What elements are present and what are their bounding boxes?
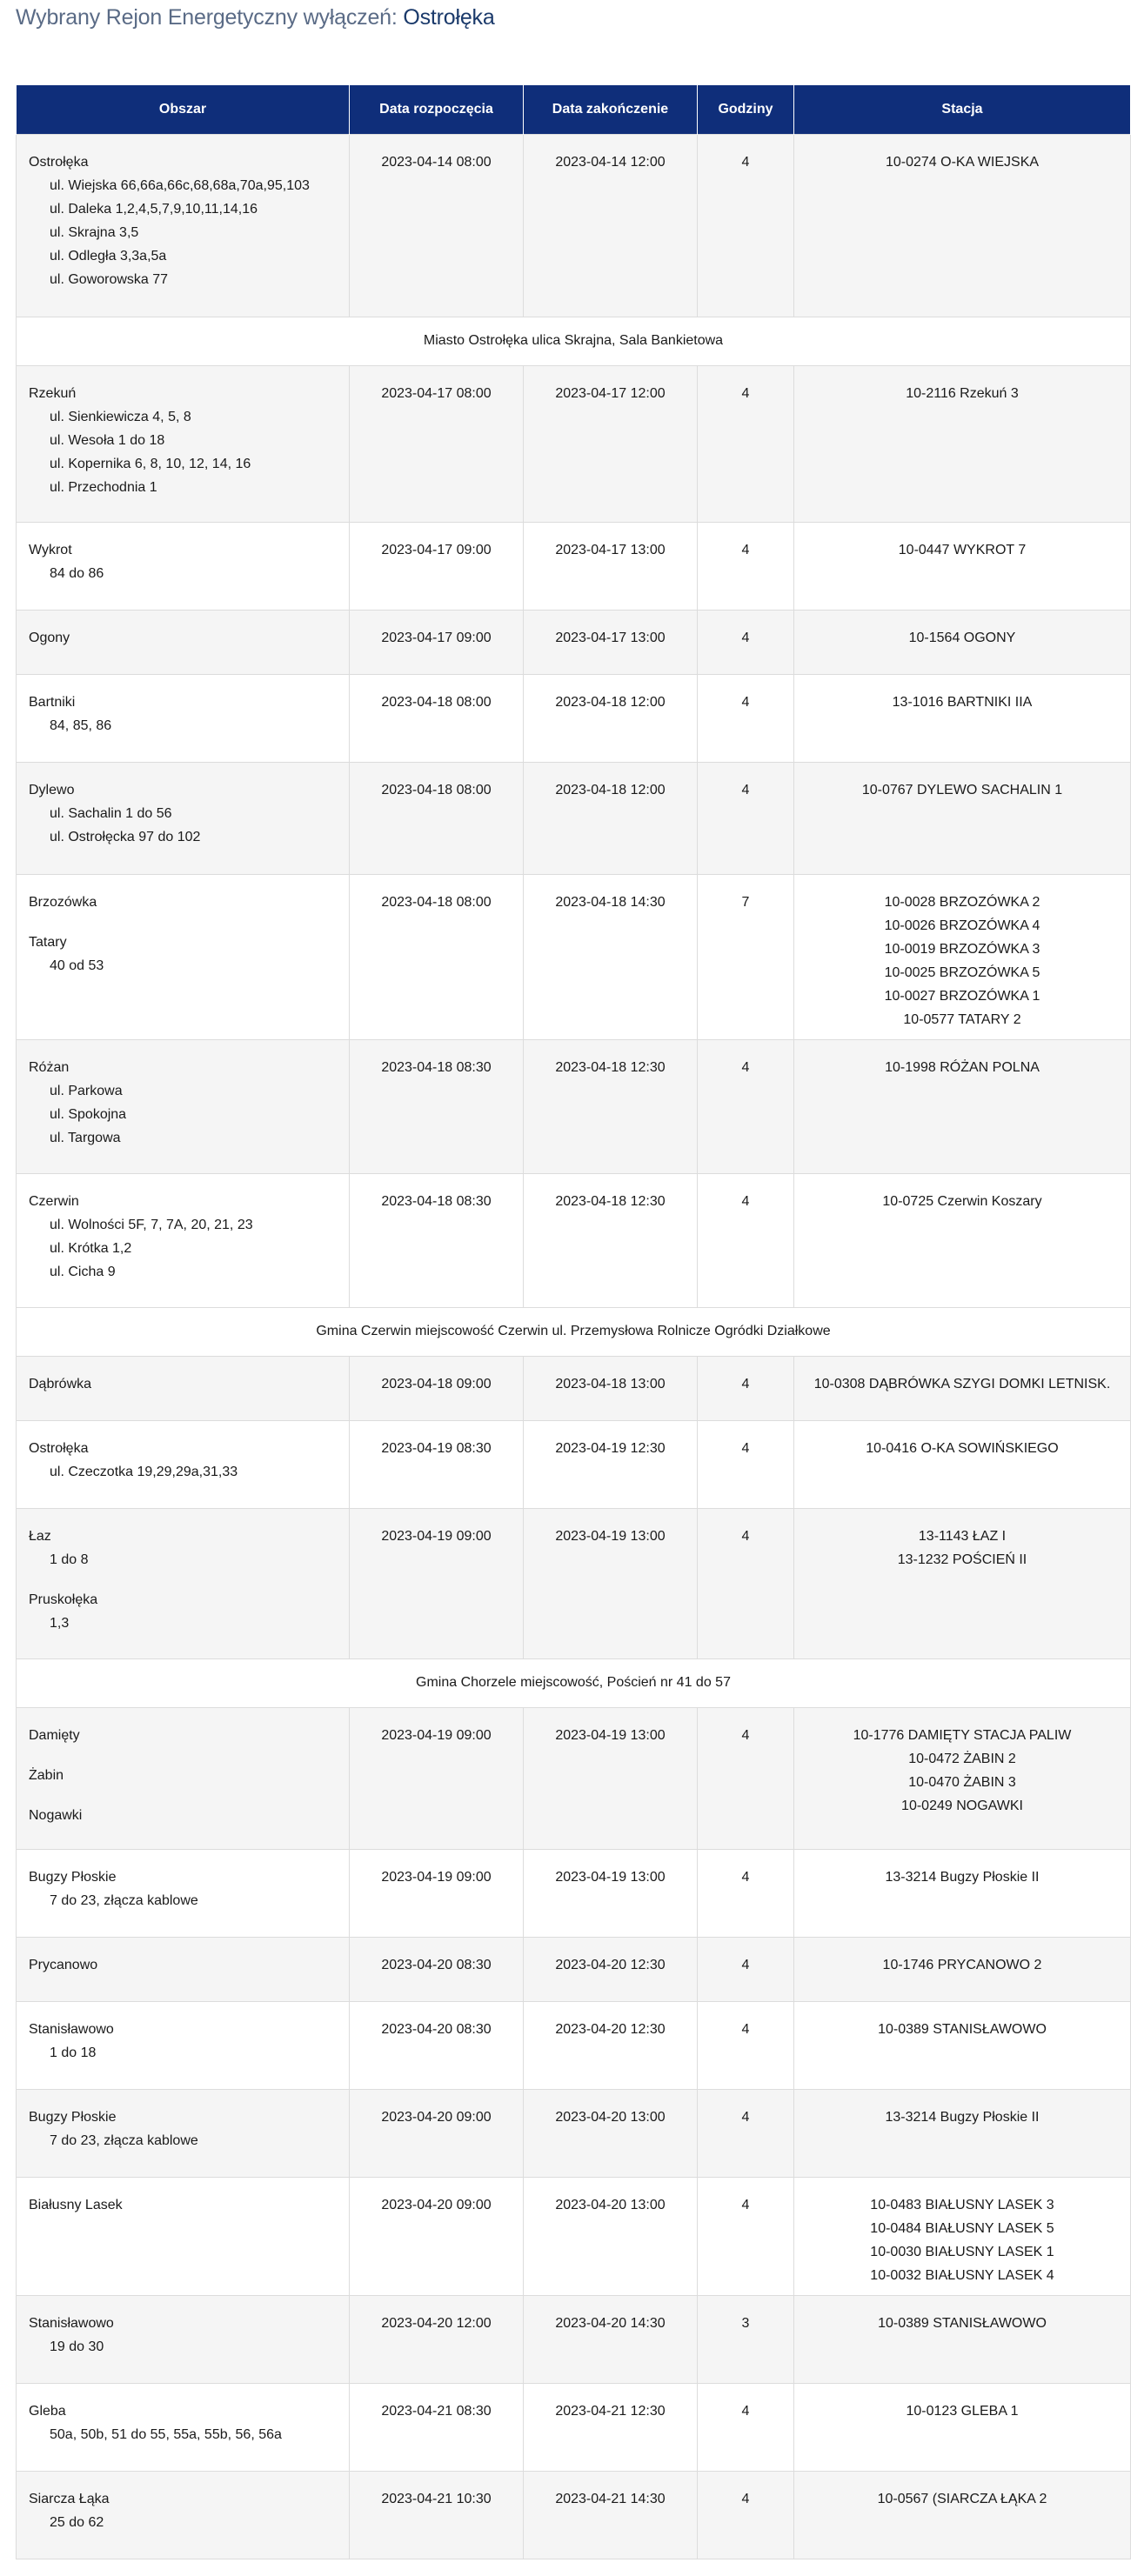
- area-street: ul. Skrajna 3,5: [50, 224, 139, 240]
- area-gap: [29, 1787, 349, 1804]
- end-date-cell: 2023-04-19 13:00: [524, 1849, 698, 1937]
- end-date-cell: 2023-04-20 13:00: [524, 2177, 698, 2295]
- area-cell: [17, 522, 350, 610]
- area-street: ul. Krótka 1,2: [50, 1240, 132, 1256]
- area-name: Rzekuń: [29, 385, 77, 401]
- station-name: 10-0416 O-KA SOWIŃSKIEGO: [866, 1440, 1059, 1456]
- note-row: [17, 1307, 1131, 1356]
- table-row: [17, 134, 1131, 317]
- area-cell: [17, 2089, 350, 2177]
- start-date-cell: 2023-04-18 08:30: [350, 1173, 524, 1307]
- station-name: 10-0025 BRZOZÓWKA 5: [884, 964, 1040, 980]
- table-row: [17, 2177, 1131, 2295]
- hours-cell: 4: [698, 1173, 794, 1307]
- hours-cell: 4: [698, 762, 794, 874]
- station-name: 10-0447 WYKROT 7: [898, 542, 1027, 557]
- table-row: [17, 1039, 1131, 1173]
- station-name: 10-0470 ŻABIN 3: [908, 1774, 1016, 1790]
- station-name: 10-0030 BIAŁUSNY LASEK 1: [870, 2244, 1054, 2259]
- area-street: ul. Sachalin 1 do 56: [50, 805, 172, 821]
- area-name: Różan: [29, 1059, 70, 1075]
- station-cell: [794, 2089, 1131, 2177]
- start-date-cell: 2023-04-18 08:30: [350, 1039, 524, 1173]
- end-date-cell: 2023-04-20 12:30: [524, 1937, 698, 2001]
- area-cell: [17, 1707, 350, 1849]
- area-name: Bugzy Płoskie: [29, 2109, 117, 2125]
- station-cell: [794, 2471, 1131, 2559]
- station-name: 10-0308 DĄBRÓWKA SZYGI DOMKI LETNISK.: [813, 1376, 1111, 1391]
- start-date-cell: 2023-04-19 08:30: [350, 1420, 524, 1508]
- station-cell: [794, 1508, 1131, 1658]
- area-cell: [17, 2001, 350, 2089]
- station-name: 10-0026 BRZOZÓWKA 4: [884, 918, 1040, 933]
- area-name: Łaz: [29, 1528, 51, 1544]
- area-name: Dąbrówka: [29, 1376, 92, 1391]
- column-header-end-date: Data zakończenie: [524, 85, 698, 134]
- area-gap: [29, 1572, 349, 1588]
- station-name: 10-0483 BIAŁUSNY LASEK 3: [870, 2197, 1054, 2212]
- station-name: 10-0389 STANISŁAWOWO: [878, 2315, 1047, 2331]
- hours-cell: 4: [698, 2001, 794, 2089]
- area-name: Gleba: [29, 2403, 66, 2419]
- station-name: 13-1143 ŁAZ I: [918, 1528, 1007, 1544]
- table-row: [17, 1937, 1131, 2001]
- hours-cell: 4: [698, 365, 794, 522]
- station-name: 13-3214 Bugzy Płoskie II: [885, 1869, 1040, 1885]
- hours-cell: 4: [698, 610, 794, 674]
- end-date-cell: 2023-04-18 12:00: [524, 762, 698, 874]
- end-date-cell: 2023-04-21 12:30: [524, 2383, 698, 2471]
- station-cell: [794, 365, 1131, 522]
- area-street: 7 do 23, złącza kablowe: [50, 2132, 198, 2148]
- area-name: Żabin: [29, 1767, 64, 1783]
- end-date-cell: 2023-04-19 12:30: [524, 1420, 698, 1508]
- station-cell: [794, 1039, 1131, 1173]
- area-street: 50a, 50b, 51 do 55, 55a, 55b, 56, 56a: [50, 2426, 282, 2442]
- area-name: Wykrot: [29, 542, 72, 557]
- area-street: ul. Sienkiewicza 4, 5, 8: [50, 409, 191, 424]
- end-date-cell: 2023-04-14 12:00: [524, 134, 698, 317]
- area-street: ul. Wiejska 66,66a,66c,68,68a,70a,95,103: [50, 177, 310, 193]
- end-date-cell: 2023-04-18 12:30: [524, 1039, 698, 1173]
- hours-cell: 4: [698, 134, 794, 317]
- end-date-cell: 2023-04-21 14:30: [524, 2471, 698, 2559]
- hours-cell: 4: [698, 522, 794, 610]
- station-cell: [794, 1420, 1131, 1508]
- station-name: 10-0249 NOGAWKI: [901, 1798, 1023, 1813]
- note-cell: Gmina Czerwin miejscowość Czerwin ul. Przemysłowa Rolnicze Ogródki Działkowe: [17, 1307, 1131, 1356]
- table-row: [17, 365, 1131, 522]
- table-row: [17, 1420, 1131, 1508]
- table-row: [17, 2089, 1131, 2177]
- station-name: 10-0577 TATARY 2: [903, 1011, 1021, 1027]
- station-name: 13-1232 POŚCIEŃ II: [897, 1552, 1027, 1567]
- area-name: Ostrołęka: [29, 1440, 89, 1456]
- area-name: Dylewo: [29, 782, 75, 797]
- area-name: Ostrołęka: [29, 154, 89, 170]
- hours-cell: 4: [698, 2089, 794, 2177]
- station-name: 10-2116 Rzekuń 3: [906, 385, 1019, 401]
- station-name: 10-0484 BIAŁUSNY LASEK 5: [870, 2220, 1054, 2236]
- area-street: 25 do 62: [50, 2514, 104, 2530]
- area-gap: [29, 1747, 349, 1764]
- area-street: 40 od 53: [50, 958, 104, 973]
- hours-cell: 4: [698, 1849, 794, 1937]
- station-name: 10-0027 BRZOZÓWKA 1: [884, 988, 1040, 1004]
- station-cell: [794, 1849, 1131, 1937]
- hours-cell: 4: [698, 1356, 794, 1420]
- table-row: [17, 2383, 1131, 2471]
- station-cell: [794, 522, 1131, 610]
- table-row: [17, 1849, 1131, 1937]
- end-date-cell: 2023-04-17 13:00: [524, 522, 698, 610]
- area-name: Damięty: [29, 1727, 80, 1743]
- area-street: ul. Parkowa: [50, 1083, 123, 1098]
- station-cell: [794, 1707, 1131, 1849]
- end-date-cell: 2023-04-17 13:00: [524, 610, 698, 674]
- area-cell: [17, 762, 350, 874]
- hours-cell: 4: [698, 1937, 794, 2001]
- area-cell: [17, 1039, 350, 1173]
- area-street: ul. Przechodnia 1: [50, 479, 157, 495]
- table-row: [17, 2295, 1131, 2383]
- station-cell: [794, 2177, 1131, 2295]
- area-name: Brzozówka: [29, 894, 97, 910]
- station-cell: [794, 762, 1131, 874]
- area-name: Czerwin: [29, 1193, 79, 1209]
- header-row: [17, 85, 1131, 134]
- start-date-cell: 2023-04-17 09:00: [350, 522, 524, 610]
- area-cell: [17, 2177, 350, 2295]
- station-name: 13-1016 BARTNIKI IIA: [892, 694, 1033, 710]
- table-row: [17, 2471, 1131, 2559]
- station-name: 10-0472 ŻABIN 2: [908, 1751, 1016, 1766]
- hours-cell: 4: [698, 1039, 794, 1173]
- end-date-cell: 2023-04-19 13:00: [524, 1508, 698, 1658]
- station-cell: [794, 134, 1131, 317]
- start-date-cell: 2023-04-18 09:00: [350, 1356, 524, 1420]
- table-header: [17, 85, 1131, 134]
- area-street: ul. Ostrołęcka 97 do 102: [50, 829, 201, 844]
- note-row: [17, 317, 1131, 365]
- area-name: Siarcza Łąka: [29, 2491, 110, 2506]
- station-name: 10-0274 O-KA WIEJSKA: [885, 154, 1040, 170]
- area-cell: [17, 874, 350, 1039]
- area-street: ul. Odległa 3,3a,5a: [50, 248, 167, 264]
- area-name: Stanisławowo: [29, 2021, 114, 2037]
- start-date-cell: 2023-04-17 08:00: [350, 365, 524, 522]
- station-name: 10-0019 BRZOZÓWKA 3: [884, 941, 1040, 957]
- station-cell: [794, 610, 1131, 674]
- area-cell: [17, 674, 350, 762]
- station-cell: [794, 874, 1131, 1039]
- start-date-cell: 2023-04-19 09:00: [350, 1849, 524, 1937]
- area-street: 19 do 30: [50, 2339, 104, 2354]
- column-header-area: Obszar: [17, 85, 350, 134]
- end-date-cell: 2023-04-18 13:00: [524, 1356, 698, 1420]
- end-date-cell: 2023-04-20 13:00: [524, 2089, 698, 2177]
- end-date-cell: 2023-04-20 12:30: [524, 2001, 698, 2089]
- column-header-start-date: Data rozpoczęcia: [350, 85, 524, 134]
- hours-cell: 4: [698, 2471, 794, 2559]
- area-name: Stanisławowo: [29, 2315, 114, 2331]
- station-cell: [794, 2001, 1131, 2089]
- area-street: 1 do 18: [50, 2045, 97, 2060]
- note-cell: Gmina Chorzele miejscowość, Poścień nr 41 do 57: [17, 1658, 1131, 1707]
- hours-cell: 3: [698, 2295, 794, 2383]
- area-street: ul. Wesoła 1 do 18: [50, 432, 165, 448]
- table-body: [17, 134, 1131, 2559]
- table-row: [17, 762, 1131, 874]
- station-cell: [794, 2383, 1131, 2471]
- table-row: [17, 874, 1131, 1039]
- area-name: Nogawki: [29, 1807, 83, 1823]
- area-cell: [17, 2383, 350, 2471]
- outage-table: [16, 85, 1131, 2559]
- hours-cell: 4: [698, 2177, 794, 2295]
- area-cell: [17, 1508, 350, 1658]
- outage-table-container: [16, 85, 1130, 2559]
- area-cell: [17, 1937, 350, 2001]
- column-header-station: Stacja: [794, 85, 1131, 134]
- station-name: 10-0123 GLEBA 1: [906, 2403, 1019, 2419]
- area-cell: [17, 365, 350, 522]
- station-cell: [794, 1173, 1131, 1307]
- station-name: 10-0028 BRZOZÓWKA 2: [884, 894, 1040, 910]
- table-row: [17, 2001, 1131, 2089]
- page-title: [16, 5, 495, 30]
- area-street: ul. Spokojna: [50, 1106, 127, 1122]
- end-date-cell: 2023-04-19 13:00: [524, 1707, 698, 1849]
- hours-cell: 4: [698, 1707, 794, 1849]
- area-street: ul. Targowa: [50, 1130, 121, 1145]
- area-name: Bartniki: [29, 694, 76, 710]
- start-date-cell: 2023-04-18 08:00: [350, 762, 524, 874]
- start-date-cell: 2023-04-20 09:00: [350, 2177, 524, 2295]
- start-date-cell: 2023-04-19 09:00: [350, 1707, 524, 1849]
- area-street: ul. Daleka 1,2,4,5,7,9,10,11,14,16: [50, 201, 258, 217]
- end-date-cell: 2023-04-18 12:00: [524, 674, 698, 762]
- area-street: 84, 85, 86: [50, 717, 112, 733]
- table-row: [17, 1508, 1131, 1658]
- area-street: 84 do 86: [50, 565, 104, 581]
- note-cell: Miasto Ostrołęka ulica Skrajna, Sala Bankietowa: [17, 317, 1131, 365]
- area-cell: [17, 134, 350, 317]
- start-date-cell: 2023-04-18 08:00: [350, 674, 524, 762]
- end-date-cell: 2023-04-18 14:30: [524, 874, 698, 1039]
- area-name: Prycanowo: [29, 1957, 98, 1972]
- station-cell: [794, 1937, 1131, 2001]
- area-street: 1 do 8: [50, 1552, 89, 1567]
- station-name: 10-0032 BIAŁUSNY LASEK 4: [870, 2267, 1054, 2283]
- area-cell: [17, 1356, 350, 1420]
- table-row: [17, 610, 1131, 674]
- area-street: 7 do 23, złącza kablowe: [50, 1892, 198, 1908]
- area-cell: [17, 1420, 350, 1508]
- table-row: [17, 522, 1131, 610]
- start-date-cell: 2023-04-17 09:00: [350, 610, 524, 674]
- hours-cell: 4: [698, 1508, 794, 1658]
- start-date-cell: 2023-04-21 10:30: [350, 2471, 524, 2559]
- start-date-cell: 2023-04-14 08:00: [350, 134, 524, 317]
- area-cell: [17, 2295, 350, 2383]
- station-name: 10-1564 OGONY: [908, 630, 1016, 645]
- area-name: Pruskołęka: [29, 1592, 98, 1607]
- selected-region: Ostrołęka: [403, 5, 495, 30]
- station-name: 10-1998 RÓŻAN POLNA: [885, 1059, 1040, 1075]
- area-street: ul. Goworowska 77: [50, 271, 169, 287]
- area-name: Tatary: [29, 934, 67, 950]
- station-cell: [794, 674, 1131, 762]
- station-name: 10-0725 Czerwin Koszary: [882, 1193, 1042, 1209]
- area-street: ul. Kopernika 6, 8, 10, 12, 14, 16: [50, 456, 251, 471]
- table-row: [17, 1173, 1131, 1307]
- page-title-prefix: Wybrany Rejon Energetyczny wyłączeń:: [16, 5, 398, 30]
- area-cell: [17, 1173, 350, 1307]
- station-name: 10-0567 (SIARCZA ŁĄKA 2: [877, 2491, 1047, 2506]
- hours-cell: 4: [698, 1420, 794, 1508]
- station-name: 10-1746 PRYCANOWO 2: [882, 1957, 1042, 1972]
- station-name: 13-3214 Bugzy Płoskie II: [885, 2109, 1040, 2125]
- hours-cell: 7: [698, 874, 794, 1039]
- start-date-cell: 2023-04-20 08:30: [350, 2001, 524, 2089]
- end-date-cell: 2023-04-17 12:00: [524, 365, 698, 522]
- station-cell: [794, 1356, 1131, 1420]
- station-name: 10-0767 DYLEWO SACHALIN 1: [861, 782, 1063, 797]
- start-date-cell: 2023-04-20 08:30: [350, 1937, 524, 2001]
- start-date-cell: 2023-04-20 09:00: [350, 2089, 524, 2177]
- start-date-cell: 2023-04-18 08:00: [350, 874, 524, 1039]
- station-cell: [794, 2295, 1131, 2383]
- note-row: [17, 1658, 1131, 1707]
- start-date-cell: 2023-04-20 12:00: [350, 2295, 524, 2383]
- area-street: ul. Wolności 5F, 7, 7A, 20, 21, 23: [50, 1217, 253, 1232]
- hours-cell: 4: [698, 674, 794, 762]
- table-row: [17, 674, 1131, 762]
- table-row: [17, 1356, 1131, 1420]
- area-cell: [17, 2471, 350, 2559]
- area-street: 1,3: [50, 1615, 70, 1631]
- station-name: 10-1776 DAMIĘTY STACJA PALIW: [853, 1727, 1072, 1743]
- start-date-cell: 2023-04-21 08:30: [350, 2383, 524, 2471]
- area-street: ul. Cicha 9: [50, 1264, 116, 1279]
- column-header-hours: Godziny: [698, 85, 794, 134]
- station-name: 10-0389 STANISŁAWOWO: [878, 2021, 1047, 2037]
- area-cell: [17, 1849, 350, 1937]
- area-gap: [29, 914, 349, 931]
- area-cell: [17, 610, 350, 674]
- area-name: Ogony: [29, 630, 70, 645]
- end-date-cell: 2023-04-20 14:30: [524, 2295, 698, 2383]
- end-date-cell: 2023-04-18 12:30: [524, 1173, 698, 1307]
- hours-cell: 4: [698, 2383, 794, 2471]
- area-name: Bugzy Płoskie: [29, 1869, 117, 1885]
- area-street: ul. Czeczotka 19,29,29a,31,33: [50, 1464, 238, 1479]
- area-name: Białusny Lasek: [29, 2197, 123, 2212]
- start-date-cell: 2023-04-19 09:00: [350, 1508, 524, 1658]
- table-row: [17, 1707, 1131, 1849]
